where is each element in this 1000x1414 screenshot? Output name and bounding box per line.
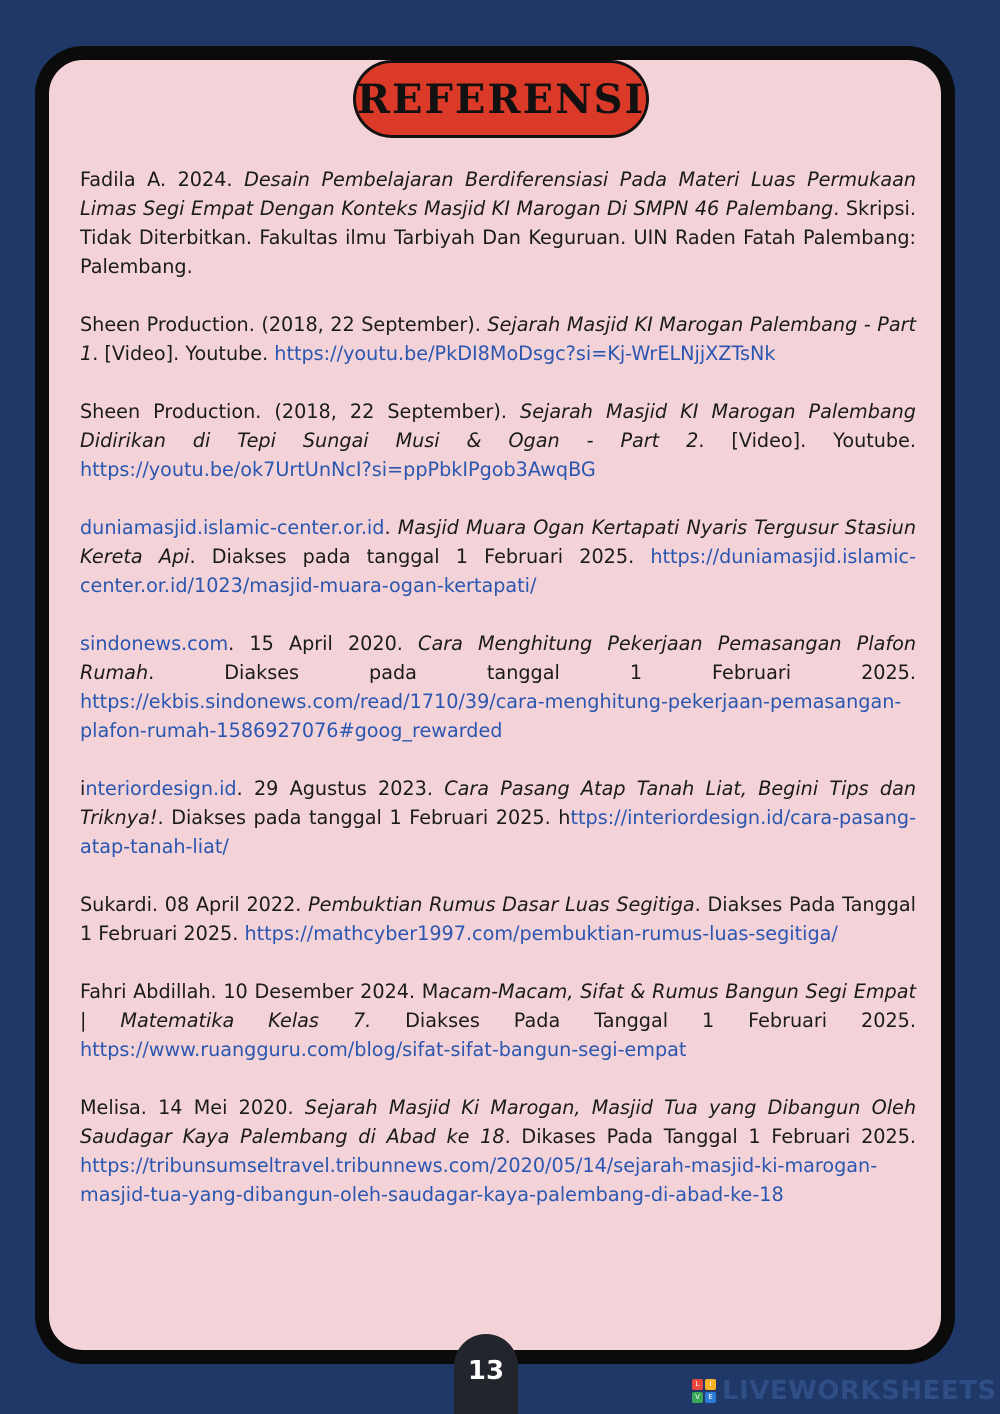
reference-entry [80, 1093, 916, 1209]
reference-text: . [Video]. Youtube. [698, 429, 917, 452]
reference-title: Masjid Muara Ogan Kertapati Nyaris Tergusur Stasiun Kereta Api [80, 516, 917, 568]
reference-text: Fahri Abdillah. 10 Desember 2024. M [80, 980, 439, 1003]
reference-entry [80, 629, 916, 745]
reference-title: Cara Menghitung Pekerjaan Pemasangan Plafon Rumah [80, 632, 916, 684]
logo-tile: L [692, 1379, 703, 1390]
reference-text: . 29 Agustus 2023. [236, 777, 445, 800]
page-title: REFERENSI [356, 75, 646, 123]
reference-title: Desain Pembelajaran Berdiferensiasi Pada Materi Luas Permukaan Limas Segi Empat Dengan Konteks Masjid KI Marogan Di SMPN 46 Palembang [80, 168, 917, 220]
reference-text: . Diakses pada tanggal 1 Februari 2025. h [157, 806, 571, 829]
reference-list [80, 165, 916, 1238]
reference-text: . Diakses pada tanggal 1 Februari 2025. [189, 545, 651, 568]
reference-text: Fadila A. 2024. [80, 168, 245, 191]
reference-entry [80, 890, 916, 948]
reference-text: Melisa. 14 Mei 2020. [80, 1096, 305, 1119]
reference-text: . Diakses Pada Tanggal 1 Februari 2025. [80, 893, 916, 945]
reference-link[interactable]: sindonews.com [80, 632, 229, 655]
reference-link[interactable]: https://mathcyber1997.com/pembuktian-rumus-luas-segitiga/ [244, 922, 838, 945]
reference-text: . Skripsi. Tidak Diterbitkan. Fakultas ilmu Tarbiyah Dan Keguruan. UIN Raden Fatah Palembang: Palembang. [80, 197, 916, 278]
page-number: 13 [467, 1356, 505, 1386]
page-number-badge [454, 1334, 518, 1414]
reference-text: . [Video]. Youtube. [92, 342, 275, 365]
reference-link[interactable]: nteriordesign.id [85, 777, 237, 800]
reference-link[interactable]: ttps://interiordesign.id/cara-pasang-atap-tanah-liat/ [80, 806, 916, 858]
logo-tile: V [692, 1392, 703, 1403]
reference-link[interactable]: https://ekbis.sindonews.com/read/1710/39/cara-menghitung-pekerjaan-pemasangan-plafon-rumah-1586927076#goog_rewarded [80, 690, 902, 742]
reference-entry [80, 774, 916, 861]
reference-text: i [80, 777, 86, 800]
reference-text: . [384, 516, 398, 539]
reference-title: Sejarah Masjid KI Marogan Palembang Didirikan di Tepi Sungai Musi & Ogan - Part 2 [80, 400, 916, 452]
reference-link[interactable]: https://youtu.be/PkDI8MoDsgc?si=Kj-WrELNjjXZTsNk [274, 342, 776, 365]
reference-title: acam-Macam, Sifat & Rumus Bangun Segi Empat | Matematika Kelas 7. [80, 980, 917, 1032]
reference-entry [80, 165, 916, 281]
reference-link[interactable]: https://youtu.be/ok7UrtUnNcI?si=ppPbkIPgob3AwqBG [80, 458, 596, 481]
reference-title: Sejarah Masjid KI Marogan Palembang - Part 1 [80, 313, 916, 365]
reference-link[interactable]: https://tribunsumseltravel.tribunnews.com/2020/05/14/sejarah-masjid-ki-marogan-masjid-tua-yang-dibangun-oleh-saudagar-kaya-palembang-di-abad-ke-18 [80, 1154, 878, 1206]
logo-tile: E [705, 1392, 716, 1403]
reference-text: . 15 April 2020. [228, 632, 419, 655]
reference-text: Sukardi. 08 April 2022. [80, 893, 309, 916]
reference-text: Sheen Production. (2018, 22 September). [80, 313, 488, 336]
reference-link[interactable]: duniamasjid.islamic-center.or.id [80, 516, 385, 539]
watermark-text: LIVEWORKSHEETS [722, 1376, 997, 1406]
reference-entry [80, 397, 916, 484]
reference-entry [80, 513, 916, 600]
reference-entry [80, 310, 916, 368]
reference-title: Cara Pasang Atap Tanah Liat, Begini Tips dan Triknya! [80, 777, 916, 829]
reference-text: Diakses Pada Tanggal 1 Februari 2025. [371, 1009, 916, 1032]
watermark [692, 1376, 997, 1406]
reference-entry [80, 977, 916, 1064]
reference-text: . Dikases Pada Tanggal 1 Februari 2025. [504, 1125, 917, 1148]
reference-title: Pembuktian Rumus Dasar Luas Segitiga [308, 893, 695, 916]
reference-text: . Diakses pada tanggal 1 Februari 2025. [148, 661, 916, 684]
logo-tile: I [705, 1379, 716, 1390]
title-badge [353, 60, 649, 138]
reference-title: Sejarah Masjid Ki Marogan, Masjid Tua yang Dibangun Oleh Saudagar Kaya Palembang di Abad ke 18 [80, 1096, 917, 1148]
liveworksheets-logo-icon [692, 1379, 716, 1403]
reference-text: Sheen Production. (2018, 22 September). [80, 400, 521, 423]
reference-link[interactable]: https://www.ruangguru.com/blog/sifat-sifat-bangun-segi-empat [80, 1038, 687, 1061]
reference-link[interactable]: https://duniamasjid.islamic-center.or.id/1023/masjid-muara-ogan-kertapati/ [80, 545, 916, 597]
